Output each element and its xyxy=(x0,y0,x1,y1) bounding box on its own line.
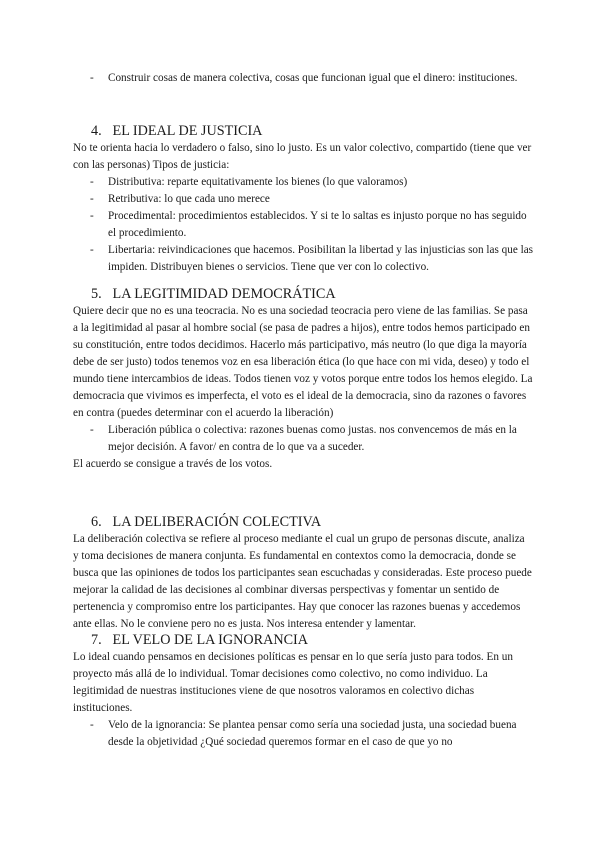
section-heading xyxy=(73,631,533,649)
list-item: - Velo de la ignorancia: Se plantea pensar como sería una sociedad justa, una sociedad buena desde la objetividad ¿Qué sociedad queremos formar en el caso de que yo no xyxy=(73,717,533,751)
intro-bullet-list xyxy=(73,70,533,87)
intro-block xyxy=(73,70,533,87)
section-heading xyxy=(73,513,533,531)
section-paragraph: La deliberación colectiva se refiere al proceso mediante el cual un grupo de personas discute, analiza y toma decisiones de manera conjunta. Es fundamental en contextos como la democracia, donde se busca que las opiniones de todos los participantes sean escuchadas y consideradas. Este proceso puede mejorar la calidad de las decisiones al combinar diversas perspectivas y fomentar un sentido de pertenencia y compromiso entre los participantes. Hay que conocer las razones buenas y accedemos ante ellas. No le conviene pero no es justa. Nos interesa entender y lamentar. xyxy=(73,533,532,630)
section-bullet-list xyxy=(73,422,533,456)
list-item: - Libertaria: reivindicaciones que hacemos. Posibilitan la libertad y las injusticias son las que las impiden. Distribuyen bienes o servicios. Tiene que ver con lo colectivo. xyxy=(73,242,533,276)
section-paragraph: Quiere decir que no es una teocracia. No es una sociedad teocracia pero viene de las familias. Se pasa a la legitimidad al pasar al hombre social (se pasa de padres a hijos), entre todos hemos participado en su constitución, entre todos decidimos. Hacerlo más participativo, más neutro (lo que diga la mayoría debe de ser justo) todos tenemos voz en esa liberación ética (lo que hace con mi vida, deseo) y todo el mundo tiene intercambios de ideas. Todos tienen voz y votos porque entre todos los hemos elegido. La democracia que vivimos es imperfecta, el voto es el ideal de la democracia, sino da razones o favores en contra (puedes determinar con el acuerdo la liberación) xyxy=(73,305,533,419)
section-number: 5. xyxy=(91,286,102,302)
section-number: 7. xyxy=(91,632,102,648)
section-number: 6. xyxy=(91,514,102,530)
section-legitimidad-democratica xyxy=(73,285,533,473)
section-title: LA DELIBERACIÓN COLECTIVA xyxy=(112,514,322,530)
section-deliberacion-colectiva xyxy=(73,513,533,633)
justice-types-list xyxy=(73,174,533,276)
section-title: EL IDEAL DE JUSTICIA xyxy=(112,123,263,139)
section-ideal-justicia xyxy=(73,122,533,276)
list-item: - Procedimental: procedimientos establecidos. Y si te lo saltas es injusto porque no has seguido el procedimiento. xyxy=(73,208,533,242)
list-item: - Distributiva: reparte equitativamente los bienes (lo que valoramos) xyxy=(73,174,533,191)
section-closing: El acuerdo se consigue a través de los votos. xyxy=(73,458,273,470)
section-heading xyxy=(73,285,533,303)
section-title: EL VELO DE LA IGNORANCIA xyxy=(112,632,308,648)
section-paragraph: Lo ideal cuando pensamos en decisiones políticas es pensar en lo que sería justo para todos. En un proyecto más allá de lo individual. Tomar decisiones como colectivo, no como individuo. La legitimidad de nuestras instituciones viene de que nosotros valoramos en colectivo dichas instituciones. xyxy=(73,651,513,714)
section-bullet-list xyxy=(73,717,533,751)
section-velo-ignorancia xyxy=(73,631,533,751)
list-item: - Retributiva: lo que cada uno merece xyxy=(73,191,533,208)
section-number: 4. xyxy=(91,123,102,139)
section-title: LA LEGITIMIDAD DEMOCRÁTICA xyxy=(112,286,336,302)
list-item: - Liberación pública o colectiva: razones buenas como justas. nos convencemos de más en la mejor decisión. A favor/ en contra de lo que va a suceder. xyxy=(73,422,533,456)
section-heading xyxy=(73,122,533,140)
list-item: - Construir cosas de manera colectiva, cosas que funcionan igual que el dinero: instituciones. xyxy=(73,70,533,87)
section-paragraph: No te orienta hacia lo verdadero o falso, sino lo justo. Es un valor colectivo, compartido (tiene que ver con las personas) Tipos de justicia: xyxy=(73,142,532,171)
